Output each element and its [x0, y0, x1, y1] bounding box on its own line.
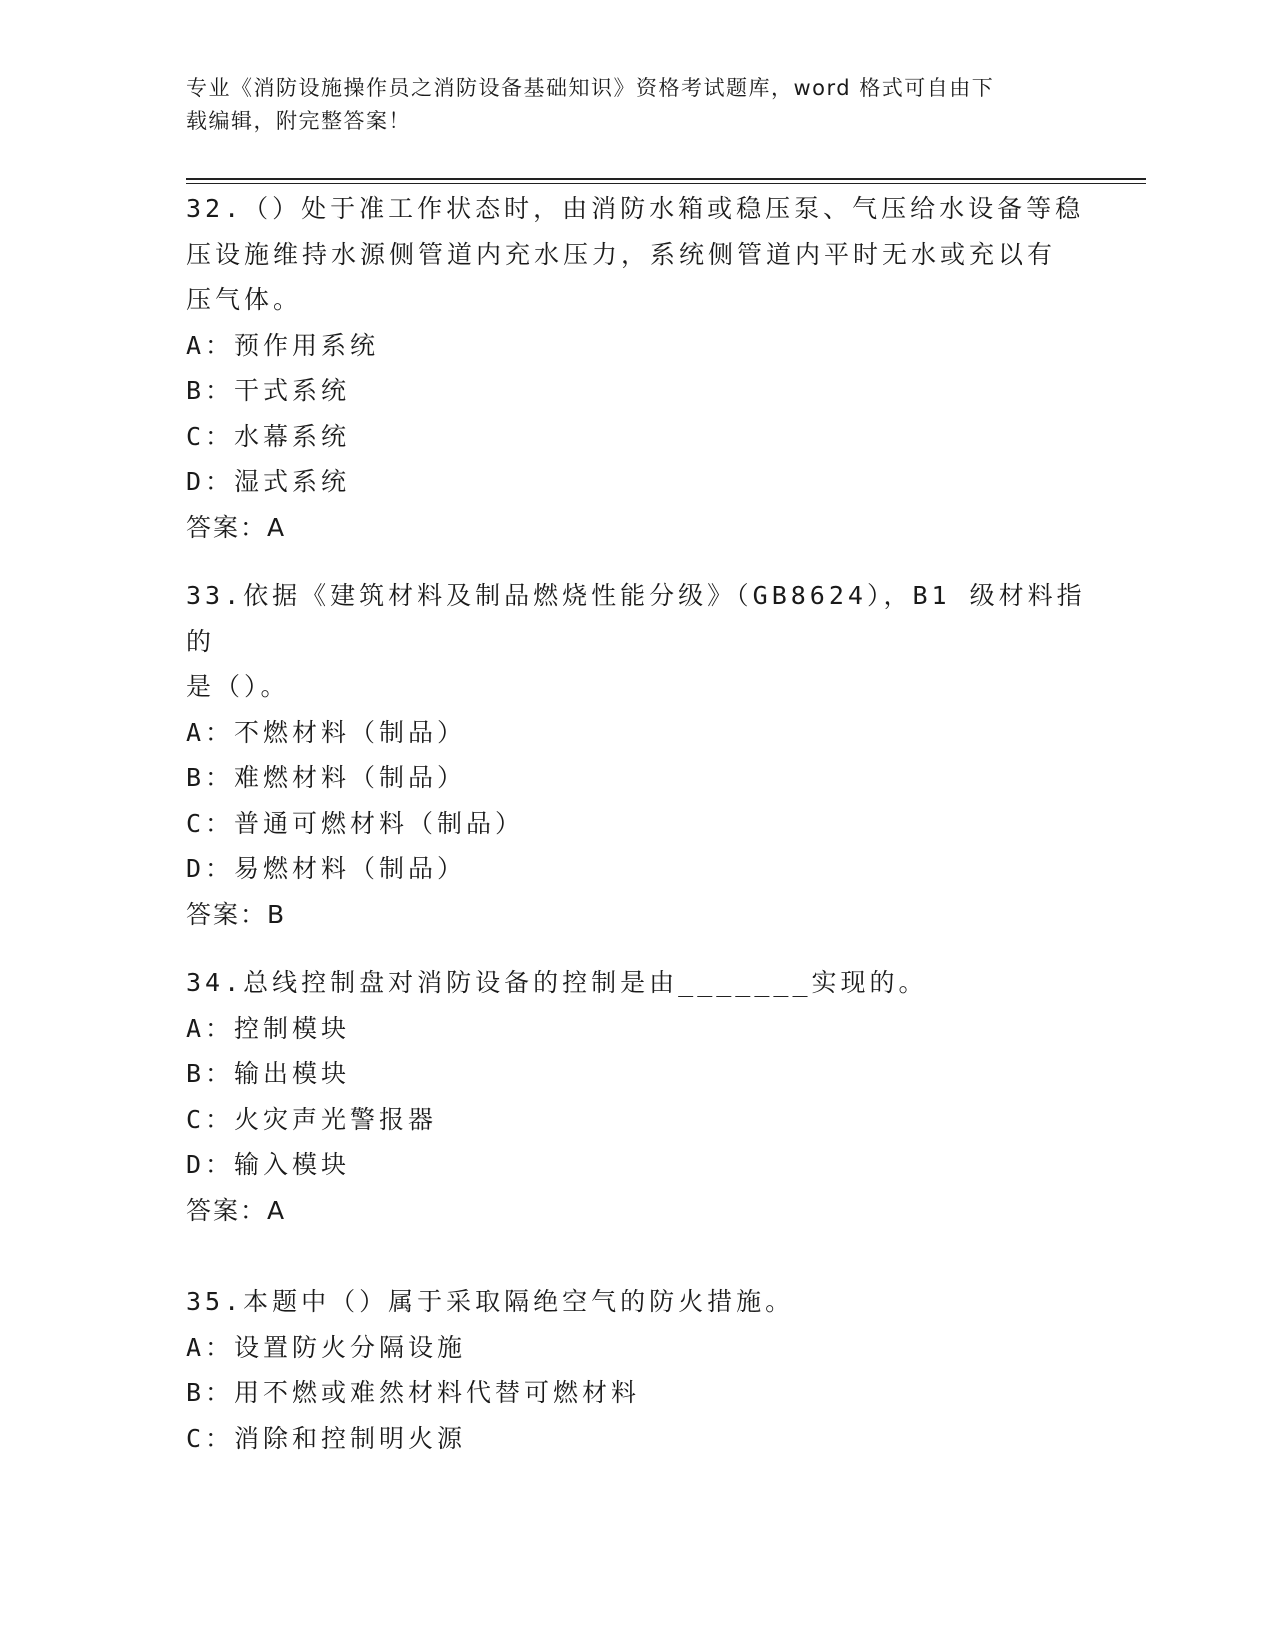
header-line-2: 载编辑，附完整答案！	[186, 109, 411, 133]
question-stem-line: 是（）。	[186, 672, 290, 701]
option-a: A：设置防火分隔设施	[186, 1332, 467, 1362]
option-c: C：水幕系统	[186, 421, 351, 451]
option-d: D：易燃材料（制品）	[186, 854, 467, 883]
question-stem-line: 34.总线控制盘对消防设备的控制是由_______实现的。	[186, 968, 928, 997]
question-stem-line: 压气体。	[186, 285, 303, 314]
header-divider-thin	[186, 183, 1146, 184]
header-line-1: 专业《消防设施操作员之消防设备基础知识》资格考试题库，word 格式可自由下	[186, 76, 995, 100]
question-stem-line: 压设施维持水源侧管道内充水压力，系统侧管道内平时无水或充以有	[186, 239, 1057, 269]
option-b: B：难燃材料（制品）	[186, 763, 467, 792]
header-divider-thick	[186, 178, 1146, 180]
answer-line: 答案：A	[186, 1195, 287, 1225]
option-c: C：普通可燃材料（制品）	[186, 808, 525, 838]
option-c: C：消除和控制明火源	[186, 1423, 467, 1453]
question-33	[186, 573, 1086, 937]
question-35	[186, 1279, 1086, 1461]
answer-line: 答案：A	[186, 512, 287, 542]
option-c: C：火灾声光警报器	[186, 1104, 438, 1134]
option-b: B：输出模块	[186, 1059, 351, 1088]
question-32	[186, 186, 1086, 550]
document-header	[186, 72, 1086, 138]
option-a: A：预作用系统	[186, 330, 380, 360]
question-stem-line: 35.本题中（）属于采取隔绝空气的防火措施。	[186, 1287, 795, 1316]
option-b: B：用不燃或难然材料代替可燃材料	[186, 1378, 641, 1407]
option-b: B：干式系统	[186, 376, 351, 405]
option-d: D：湿式系统	[186, 467, 351, 496]
option-a: A：不燃材料（制品）	[186, 717, 467, 747]
question-34	[186, 960, 1086, 1233]
option-d: D：输入模块	[186, 1150, 351, 1179]
question-stem-line: 32.（）处于准工作状态时，由消防水箱或稳压泵、气压给水设备等稳	[186, 194, 1085, 223]
option-a: A：控制模块	[186, 1013, 351, 1043]
question-stem-line: 33.依据《建筑材料及制品燃烧性能分级》（GB8624），B1 级材料指的	[186, 581, 1086, 656]
answer-line: 答案：B	[186, 899, 287, 929]
